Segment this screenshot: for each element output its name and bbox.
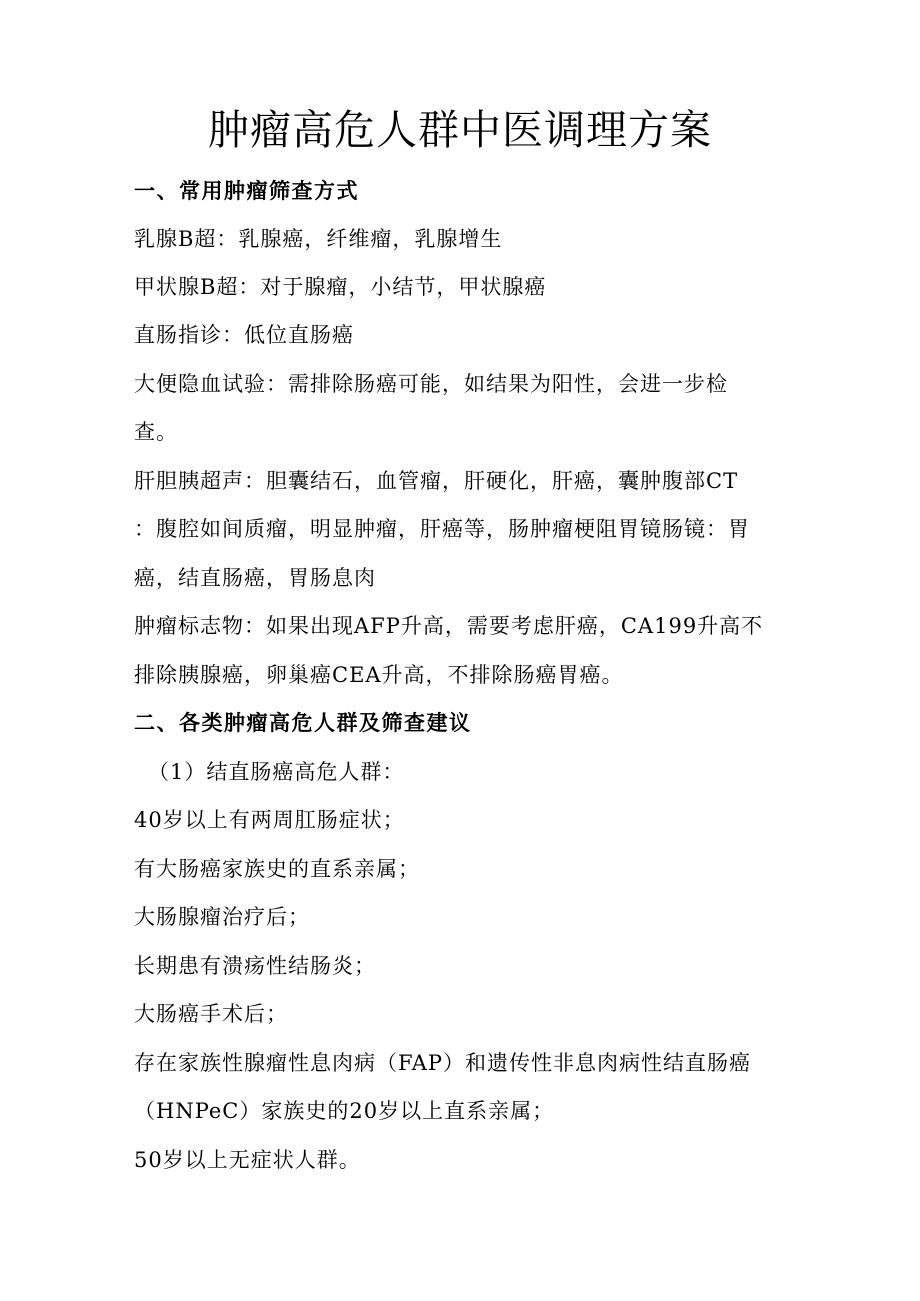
text-line: 查。 bbox=[134, 420, 178, 444]
text-line: 肝胆胰超声：胆囊结石，血管瘤，肝硬化，肝癌，囊肿腹部CT bbox=[134, 469, 739, 493]
subsection-heading-colorectal: （1）结直肠癌高危人群： bbox=[148, 760, 405, 784]
list-item: 大肠腺瘤治疗后； bbox=[134, 905, 310, 929]
list-item: 50岁以上无症状人群。 bbox=[134, 1148, 361, 1172]
list-item: 40岁以上有两周肛肠症状； bbox=[134, 808, 405, 832]
list-item: 长期患有溃疡性结肠炎； bbox=[134, 954, 376, 978]
text-line: 癌，结直肠癌，胃肠息肉 bbox=[134, 566, 376, 590]
section-heading-screening-methods: 一、常用肿瘤筛查方式 bbox=[134, 178, 359, 203]
list-item: 存在家族性腺瘤性息肉病（FAP）和遗传性非息肉病性结直肠癌 bbox=[134, 1051, 752, 1075]
list-item: 有大肠癌家族史的直系亲属； bbox=[134, 857, 420, 881]
list-item: （HNPeC）家族史的20岁以上直系亲属； bbox=[134, 1099, 555, 1123]
text-line: 肿瘤标志物：如果出现AFP升高，需要考虑肝癌，CA199升高不 bbox=[134, 614, 764, 638]
section-heading-high-risk-groups: 二、各类肿瘤高危人群及筛查建议 bbox=[134, 710, 472, 735]
text-line: 大便隐血试验：需排除肠癌可能，如结果为阳性，会进一步检 bbox=[134, 372, 728, 396]
text-line: 排除胰腺癌，卵巢癌CEA升高，不排除肠癌胃癌。 bbox=[134, 663, 624, 687]
text-line: 甲状腺B超：对于腺瘤，小结节，甲状腺癌 bbox=[134, 275, 547, 299]
text-line: 乳腺B超：乳腺癌，纤维瘤，乳腺增生 bbox=[134, 227, 503, 251]
text-line: ：腹腔如间质瘤，明显肿瘤，肝癌等，肠肿瘤梗阻胃镜肠镜：胃 bbox=[134, 517, 750, 541]
list-item: 大肠癌手术后； bbox=[134, 1002, 288, 1026]
text-line: 直肠指诊：低位直肠癌 bbox=[134, 323, 354, 347]
document-title: 肿瘤高危人群中医调理方案 bbox=[208, 106, 712, 154]
